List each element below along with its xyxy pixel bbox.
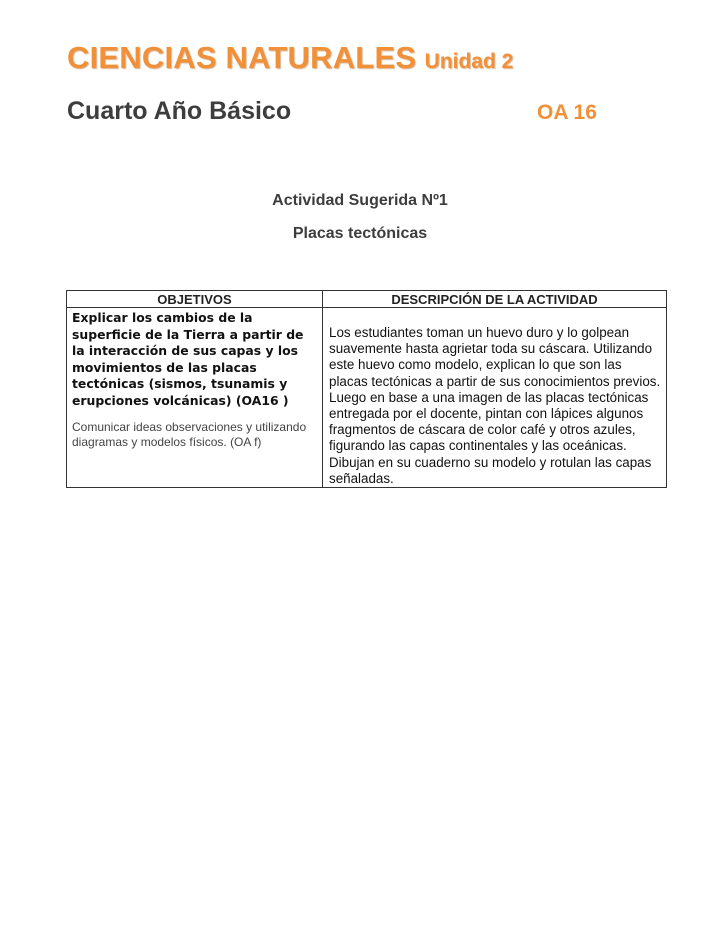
subject-title: CIENCIAS NATURALES (67, 40, 417, 75)
document-title (67, 40, 513, 76)
activity-description: Los estudiantes toman un huevo duro y lo golpean suavemente hasta agrietar toda su cáscara. Utilizando este huevo como modelo, explican lo que son las placas tectónicas a partir de sus conocimientos previos. Luego en base a una imagen de las placas tectónicas entregada por el docente, pintan con lápices algunos fragmentos de cáscara de color café y otros azules, figurando las capas continentales y las oceánicas. Dibujan en su cuaderno su modelo y rotulan las capas señaladas. (323, 308, 667, 488)
description-header: DESCRIPCIÓN DE LA ACTIVIDAD (323, 291, 667, 308)
objectives-header: OBJETIVOS (67, 291, 323, 308)
grade-level: Cuarto Año Básico (67, 97, 292, 125)
activity-heading: Actividad Sugerida Nº1 (272, 192, 448, 209)
activity-table (66, 290, 667, 488)
secondary-objective: Comunicar ideas observaciones y utilizando diagramas y modelos físicos. (OA f) (72, 420, 307, 449)
oa-code: OA 16 (537, 101, 597, 124)
objectives-cell (67, 308, 323, 488)
table-header-row (67, 291, 667, 308)
activity-topic: Placas tectónicas (292, 225, 428, 242)
unit-label: Unidad 2 (424, 50, 514, 73)
table-row (67, 308, 667, 488)
primary-objective: Explicar los cambios de la superficie de la Tierra a partir de la interacción de sus capas y los movimientos de las placas tectónicas (sismos, tsunamis y erupciones volcánicas) (OA16 ) (72, 310, 304, 408)
